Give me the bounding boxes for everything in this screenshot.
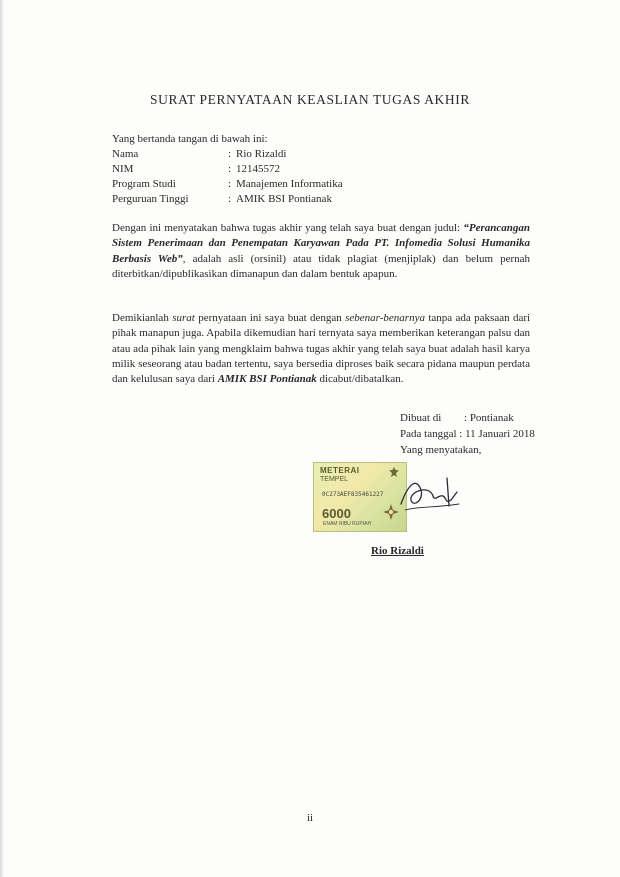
statement-rest: , adalah asli (orsinil) atau tidak plagiat (menjiplak) dan belum pernah diterbitkan/dipublikasikan dimanapun dan dalam bentuk apapun. <box>112 252 531 280</box>
field-separator: : <box>228 163 232 175</box>
statement-lead: Dengan ini menyatakan bahwa tugas akhir yang telah saya buat dengan judul: <box>112 222 461 234</box>
page-title: SURAT PERNYATAAN KEASLIAN TUGAS AKHIR <box>150 92 470 107</box>
declaration-paragraph <box>112 311 530 387</box>
closing-text: Yang menyatakan, <box>400 444 482 456</box>
intro-text: Yang bertanda tangan di bawah ini: <box>112 133 268 145</box>
stamp-value-words: ENAM RIBU RUPIAH <box>323 521 372 527</box>
field-separator: : <box>228 178 232 190</box>
thesis-title: “Perancangan Sistem Penerimaan dan Penempatan Karyawan Pada PT. Infomedia Solusi Humanika Berbasis Web” <box>112 222 531 265</box>
declaration-part4: sebenar-benarnya <box>345 312 425 324</box>
stamp-serial-code: 0C273AEF835461227 <box>322 491 384 498</box>
field-label: Program Studi <box>112 178 176 190</box>
place-value: Pontianak <box>469 412 514 424</box>
field-row-nama <box>112 147 343 162</box>
declaration-part5: tanpa ada paksaan dari pihak manapun juga. Apabila dikemudian hari ternyata saya memberikan keterangan palsu dan atau ada pihak lain yang mengklaim bahwa tugas akhir yang telah saya buat adalah hasil karya milik seseorang atau badan tertentu, saya bersedia diproses baik secara pidana maupun perdata dan kelulusan saya dari <box>112 312 531 386</box>
declaration-part1: Demikianlah <box>112 312 169 324</box>
revenue-stamp <box>313 462 407 532</box>
identity-fields <box>112 147 343 207</box>
declaration-institution: AMIK BSI Pontianak <box>217 373 317 386</box>
field-row-program-studi <box>112 177 343 192</box>
date-value: 11 Januari 2018 <box>465 428 535 440</box>
statement-paragraph <box>112 221 530 282</box>
stamp-line1: METERAI <box>320 466 360 475</box>
date-label: Pada tanggal <box>400 428 457 440</box>
scan-edge <box>0 0 4 877</box>
declaration-part6: dicabut/dibatalkan. <box>319 373 404 386</box>
date-separator: : <box>459 428 463 440</box>
signer-name: Rio Rizaldi <box>371 545 424 557</box>
declaration-part2: surat <box>172 312 195 324</box>
handwritten-signature <box>395 470 465 520</box>
field-value: AMIK BSI Pontianak <box>236 193 332 205</box>
place-separator: : <box>464 412 468 424</box>
field-label: Nama <box>112 148 139 160</box>
stamp-line2: TEMPEL <box>320 476 349 483</box>
page-number: ii <box>306 812 314 824</box>
field-value: Manajemen Informatika <box>236 178 343 190</box>
field-label: NIM <box>112 163 134 175</box>
stamp-value: 6000 <box>322 506 351 521</box>
declaration-part3: pernyataan ini saya buat dengan <box>198 312 342 324</box>
field-value: Rio Rizaldi <box>236 148 287 160</box>
closing-row <box>400 442 535 458</box>
field-separator: : <box>228 148 232 160</box>
signature-block <box>400 410 535 458</box>
field-row-nim <box>112 162 343 177</box>
place-row <box>400 410 535 426</box>
field-separator: : <box>228 193 232 205</box>
field-value: 12145572 <box>236 163 280 175</box>
field-row-perguruan-tinggi <box>112 192 343 207</box>
date-row <box>400 426 535 442</box>
place-label: Dibuat di <box>400 412 442 424</box>
field-label: Perguruan Tinggi <box>112 193 189 205</box>
